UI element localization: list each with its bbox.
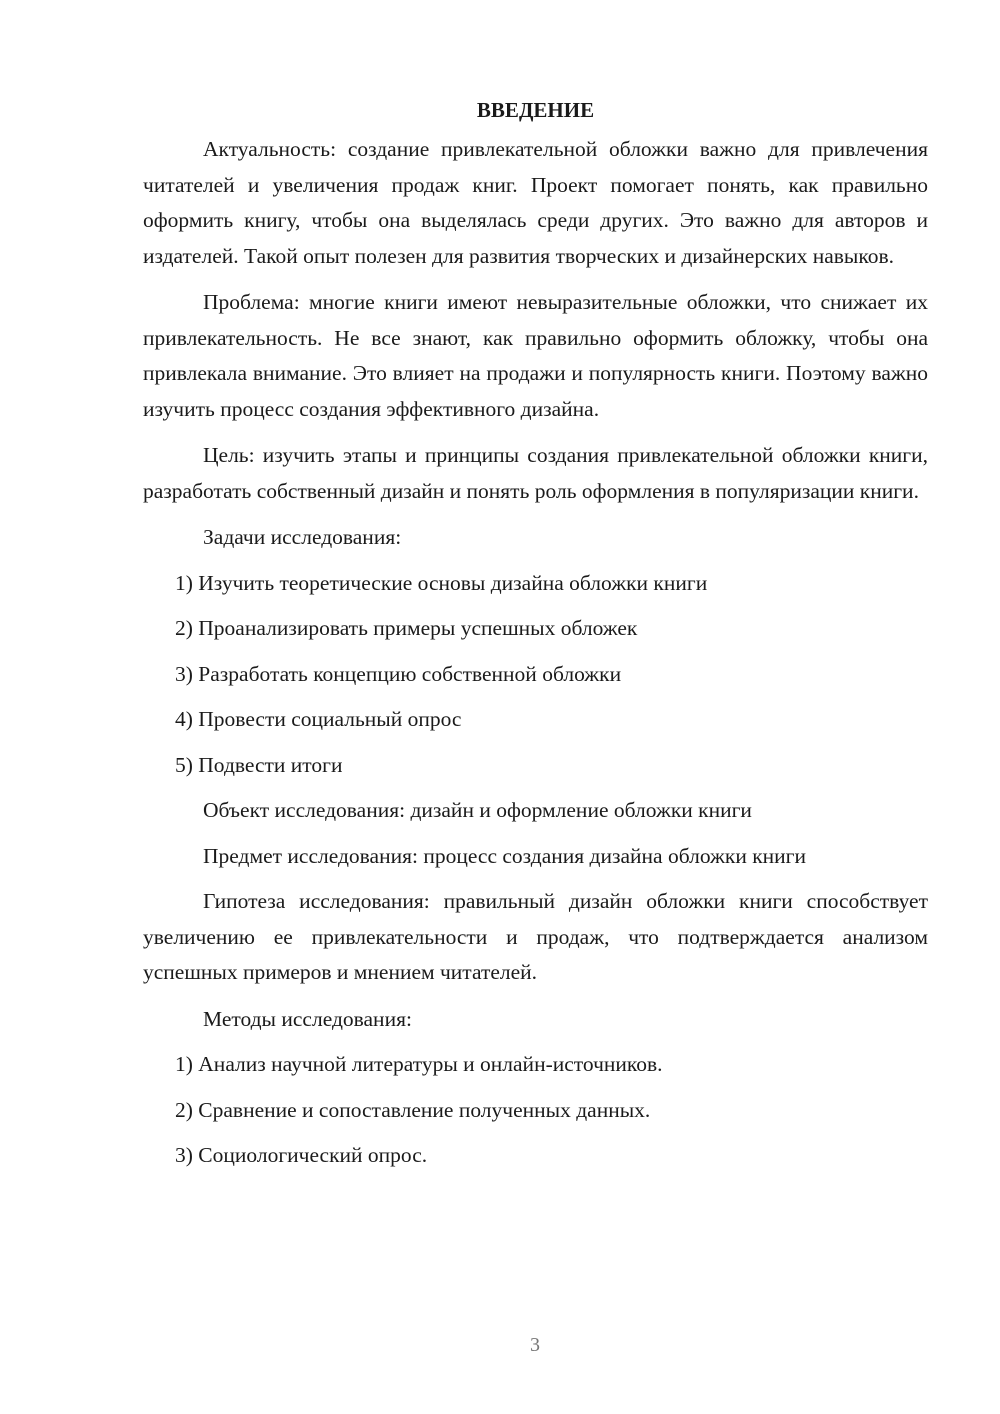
method-item: 3) Социологический опрос. — [175, 1143, 428, 1167]
goal-paragraph: Цель: изучить этапы и принципы создания привлекательной обложки книги, разработать собственный дизайн и понять роль оформления в популяризации книги. — [143, 443, 928, 503]
section-heading: ВВЕДЕНИЕ — [476, 98, 595, 122]
methods-title: Методы исследования: — [203, 1006, 412, 1031]
method-item: 2) Сравнение и сопоставление полученных данных. — [175, 1097, 651, 1122]
task-item: 3) Разработать концепцию собственной обложки — [175, 661, 622, 686]
research-subject: Предмет исследования: процесс создания дизайна обложки книги — [203, 843, 806, 868]
page-number: 3 — [530, 1334, 540, 1356]
tasks-title: Задачи исследования: — [203, 525, 402, 549]
relevance-paragraph: Актуальность: создание привлекательной обложки важно для привлечения читателей и увеличения продаж книг. Проект помогает понять, как правильно оформить книгу, чтобы она выделялась среди других. Это важно для авторов и издателей. Такой опыт полезен для развития творческих и дизайнерских навыков. — [143, 137, 928, 268]
task-item: 5) Подвести итоги — [175, 752, 343, 777]
hypothesis-paragraph: Гипотеза исследования: правильный дизайн обложки книги способствует увеличению ее привлекательности и продаж, что подтверждается анализом успешных примеров и мнением читателей. — [143, 889, 928, 984]
document-page — [143, 96, 928, 1184]
research-object: Объект исследования: дизайн и оформление обложки книги — [203, 798, 752, 822]
task-item: 4) Провести социальный опрос — [175, 707, 462, 731]
task-item: 2) Проанализировать примеры успешных обложек — [175, 616, 638, 640]
task-item: 1) Изучить теоретические основы дизайна обложки книги — [175, 570, 708, 595]
method-item: 1) Анализ научной литературы и онлайн-источников. — [175, 1052, 663, 1076]
problem-paragraph: Проблема: многие книги имеют невыразительные обложки, что снижает их привлекательность. Не все знают, как правильно оформить обложку, чтобы она привлекала внимание. Это влияет на продажи и популярность книги. Поэтому важно изучить процесс создания эффективного дизайна. — [143, 290, 928, 421]
